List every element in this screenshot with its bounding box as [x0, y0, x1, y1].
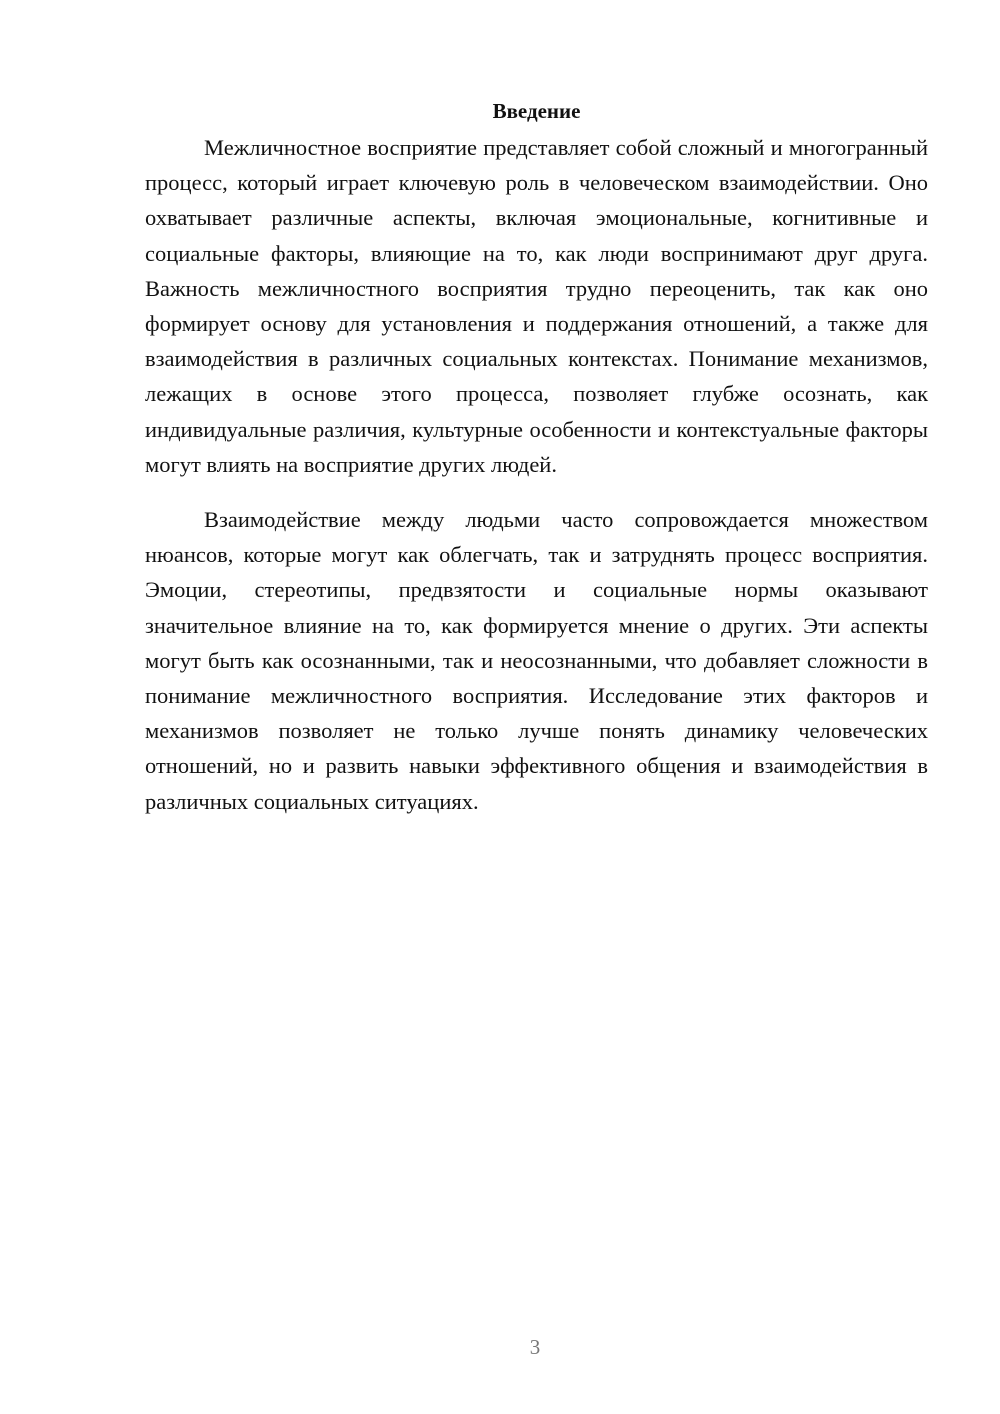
paragraph-1: Межличностное восприятие представляет собой сложный и многогранный процесс, который играет ключевую роль в человеческом взаимодействии. Оно охватывает различные аспекты, включая эмоциональные, когнитивные и социальные факторы, влияющие на то, как люди воспринимают друг друга. Важность межличностного восприятия трудно переоценить, так как оно формирует основу для установления и поддержания отношений, а также для взаимодействия в различных социальных контекстах. Понимание механизмов, лежащих в основе этого процесса, позволяет глубже осознать, как индивидуальные различия, культурные особенности и контекстуальные факторы могут влиять на восприятие других людей. — [145, 135, 928, 477]
page-number: 3 — [529, 1335, 541, 1359]
paragraph-2: Взаимодействие между людьми часто сопровождается множеством нюансов, которые могут как облегчать, так и затруднять процесс восприятия. Эмоции, стереотипы, предвзятости и социальные нормы оказывают значительное влияние на то, как формируется мнение о других. Эти аспекты могут быть как осознанными, так и неосознанными, что добавляет сложности в понимание межличностного восприятия. Исследование этих факторов и механизмов позволяет не только лучше понять динамику человеческих отношений, но и развить навыки эффективного общения и взаимодействия в различных социальных ситуациях. — [145, 507, 928, 814]
section-title: Введение — [492, 99, 581, 123]
page-content — [145, 96, 928, 819]
